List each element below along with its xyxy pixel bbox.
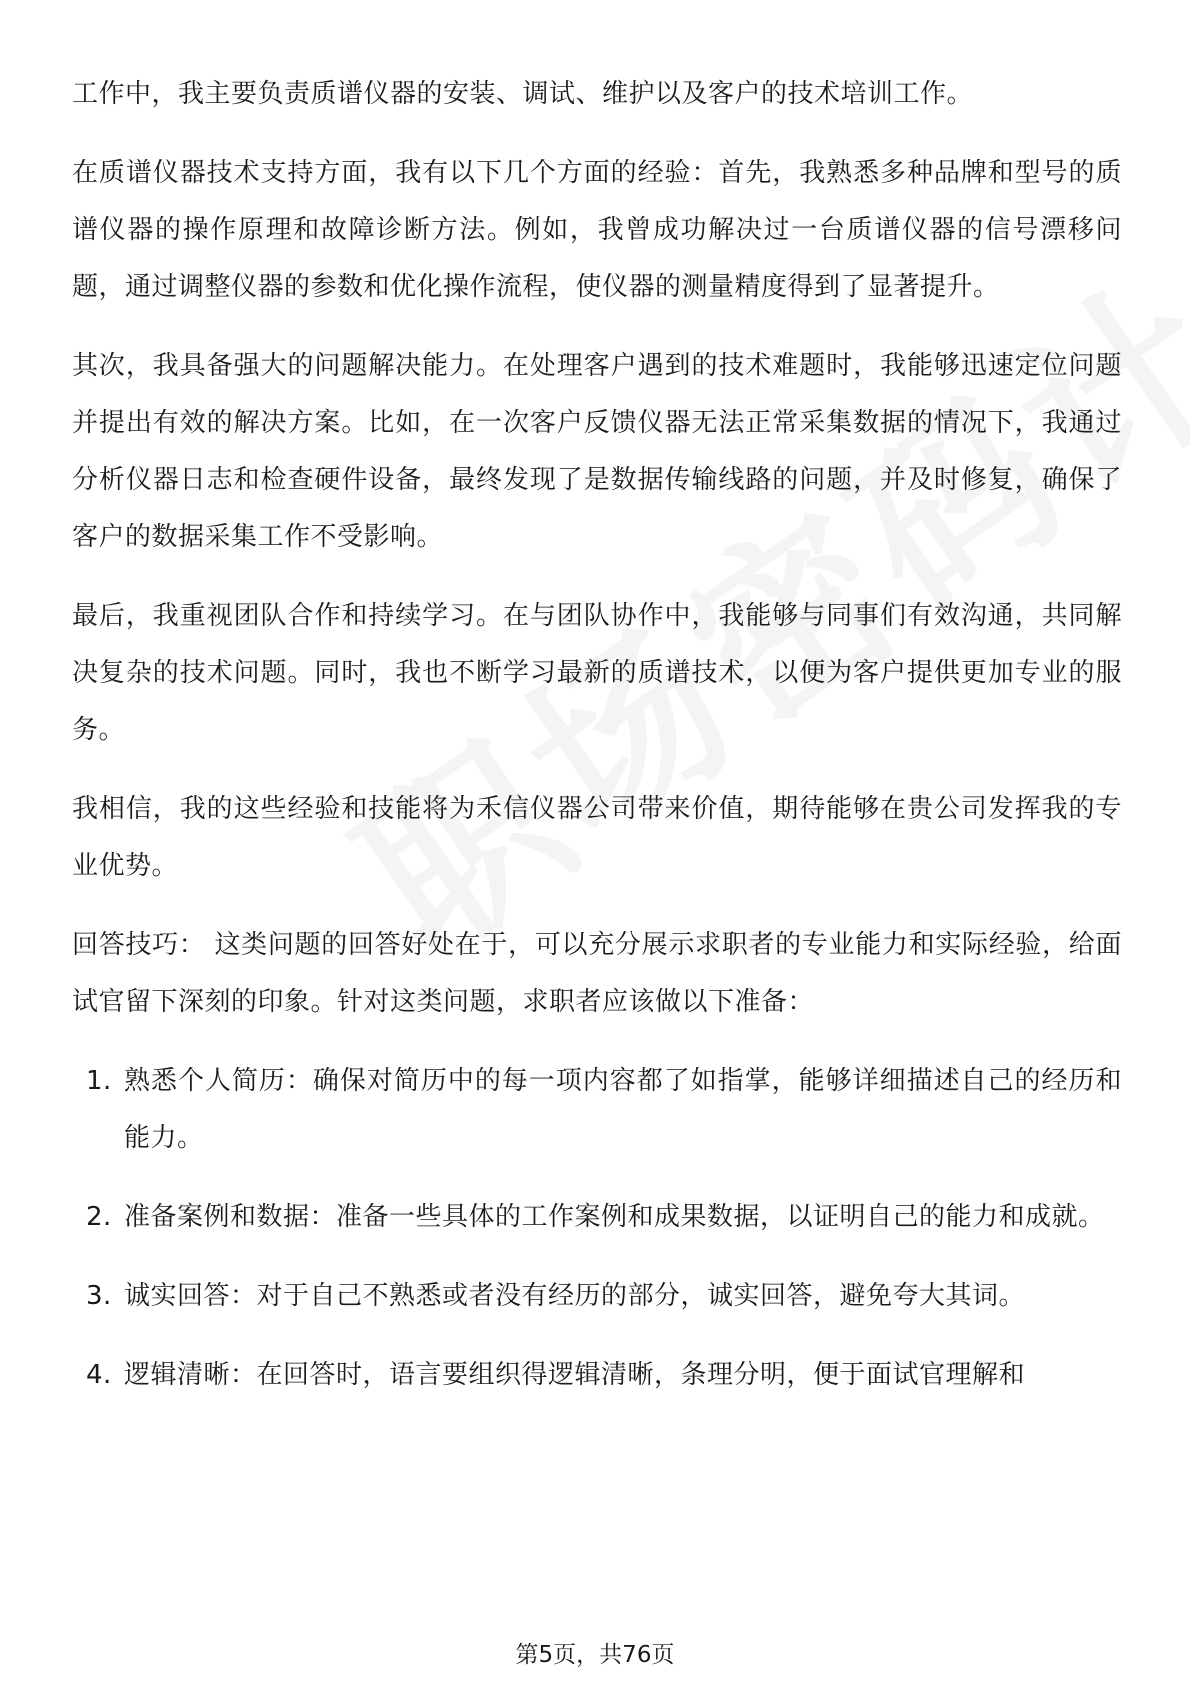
list-item <box>72 1189 1122 1246</box>
list-item-text: 熟悉个人简历：确保对简历中的每一项内容都了如指掌，能够详细描述自己的经历和能力。 <box>124 1066 1122 1153</box>
list-item-text: 诚实回答：对于自己不熟悉或者没有经历的部分，诚实回答，避免夸大其词。 <box>124 1281 1026 1311</box>
list-item <box>72 1347 1122 1404</box>
page-content <box>72 66 1122 1426</box>
list-item <box>72 1268 1122 1325</box>
list-item <box>72 1053 1122 1167</box>
list-item-number: 3. <box>86 1281 112 1311</box>
list-item-text: 逻辑清晰：在回答时，语言要组织得逻辑清晰，条理分明，便于面试官理解和 <box>124 1360 1026 1390</box>
paragraph: 最后，我重视团队合作和持续学习。在与团队协作中，我能够与同事们有效沟通，共同解决复杂的技术问题。同时，我也不断学习最新的质谱技术，以便为客户提供更加专业的服务。 <box>72 601 1122 745</box>
list-item-number: 1. <box>86 1066 112 1096</box>
list-item-text: 准备案例和数据：准备一些具体的工作案例和成果数据，以证明自己的能力和成就。 <box>124 1202 1105 1232</box>
paragraph: 回答技巧： 这类问题的回答好处在于，可以充分展示求职者的专业能力和实际经验，给面试官留下深刻的印象。针对这类问题，求职者应该做以下准备： <box>72 930 1122 1017</box>
paragraph: 其次，我具备强大的问题解决能力。在处理客户遇到的技术难题时，我能够迅速定位问题并提出有效的解决方案。比如，在一次客户反馈仪器无法正常采集数据的情况下，我通过分析仪器日志和检查硬件设备，最终发现了是数据传输线路的问题，并及时修复，确保了客户的数据采集工作不受影响。 <box>72 351 1122 552</box>
list-item-number: 2. <box>86 1202 112 1232</box>
paragraph: 在质谱仪器技术支持方面，我有以下几个方面的经验：首先，我熟悉多种品牌和型号的质谱仪器的操作原理和故障诊断方法。例如，我曾成功解决过一台质谱仪器的信号漂移问题，通过调整仪器的参数和优化操作流程，使仪器的测量精度得到了显著提升。 <box>72 158 1122 302</box>
paragraph: 工作中，我主要负责质谱仪器的安装、调试、维护以及客户的技术培训工作。 <box>72 79 974 109</box>
tips-list <box>72 1053 1122 1404</box>
list-item-number: 4. <box>86 1360 112 1390</box>
paragraph: 我相信，我的这些经验和技能将为禾信仪器公司带来价值，期待能够在贵公司发挥我的专业优势。 <box>72 794 1122 881</box>
page-number-footer: 第5页，共76页 <box>515 1642 675 1668</box>
